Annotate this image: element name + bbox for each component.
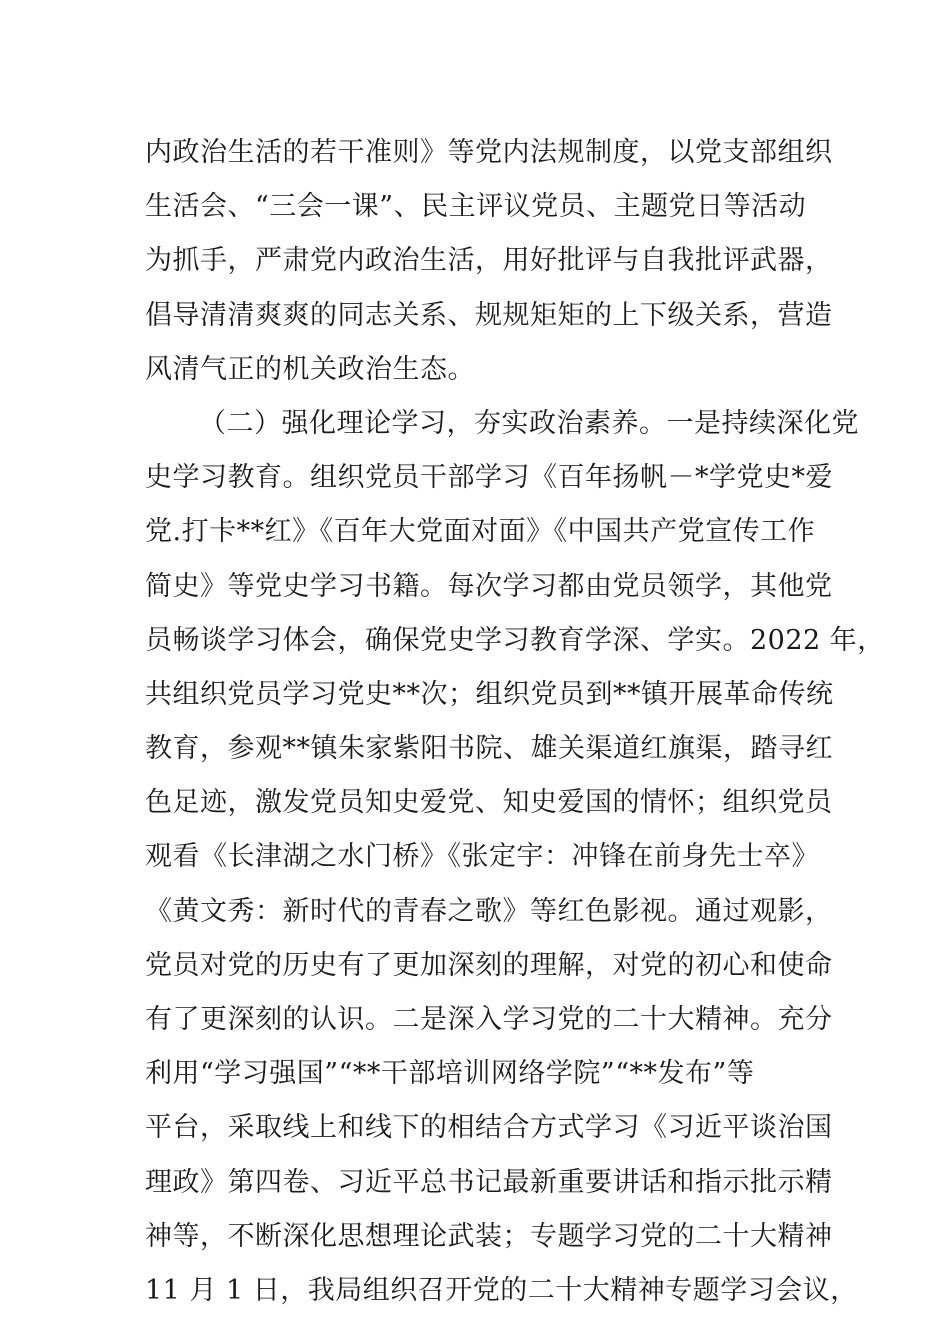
text-line: 倡导清清爽爽的同志关系、规规矩矩的上下级关系，营造 — [145, 299, 833, 331]
section-heading-line: （二）强化理论学习，夯实政治素养。一是持续深化党 — [199, 407, 859, 439]
text-line: 风清气正的机关政治生态。 — [145, 353, 475, 385]
text-line: 平台，采取线上和线下的相结合方式学习《习近平谈治国 — [145, 1112, 833, 1144]
text-line: 11 月 1 日，我局组织召开党的二十大精神专题学习会议， — [145, 1274, 858, 1306]
text-line: 内政治生活的若干准则》等党内法规制度，以党支部组织 — [145, 137, 833, 168]
text-line: 观看《长津湖之水门桥》《张定宇：冲锋在前身先士卒》 — [145, 841, 819, 873]
text-line: 共组织党员学习党史**次；组织党员到**镇开展革命传统 — [145, 678, 834, 710]
text-line: 利用“学习强国”“**干部培训网络学院”“**发布”等 — [145, 1058, 755, 1090]
document-body — [145, 126, 885, 1318]
text-line: 理政》第四卷、习近平总书记最新重要讲话和指示批示精 — [145, 1166, 833, 1198]
text-line: 色足迹，激发党员知史爱党、知史爱国的情怀；组织党员 — [145, 787, 833, 819]
text-line: 史学习教育。组织党员干部学习《百年扬帆－*学党史*爱 — [145, 462, 833, 494]
text-line: 生活会、“三会一课”、民主评议党员、主题党日等活动 — [145, 191, 807, 223]
text-line: 党.打卡**红》《百年大党面对面》《中国共产党宣传工作 — [145, 516, 816, 548]
text-line: 党员对党的历史有了更加深刻的理解，对党的初心和使命 — [145, 949, 833, 981]
text-line: 神等，不断深化思想理论武装；专题学习党的二十大精神 — [145, 1220, 833, 1252]
text-line: 为抓手，严肃党内政治生活，用好批评与自我批评武器， — [145, 245, 833, 277]
text-line: 有了更深刻的认识。二是深入学习党的二十大精神。充分 — [145, 1004, 833, 1035]
text-line: 简史》等党史学习书籍。每次学习都由党员领学，其他党 — [145, 570, 833, 602]
text-line: 员畅谈学习体会，确保党史学习教育学深、学实。2022 年， — [145, 624, 885, 656]
text-line: 教育，参观**镇朱家紫阳书院、雄关渠道红旗渠，踏寻红 — [145, 733, 833, 765]
text-line: 《黄文秀：新时代的青春之歌》等红色影视。通过观影， — [145, 895, 833, 927]
